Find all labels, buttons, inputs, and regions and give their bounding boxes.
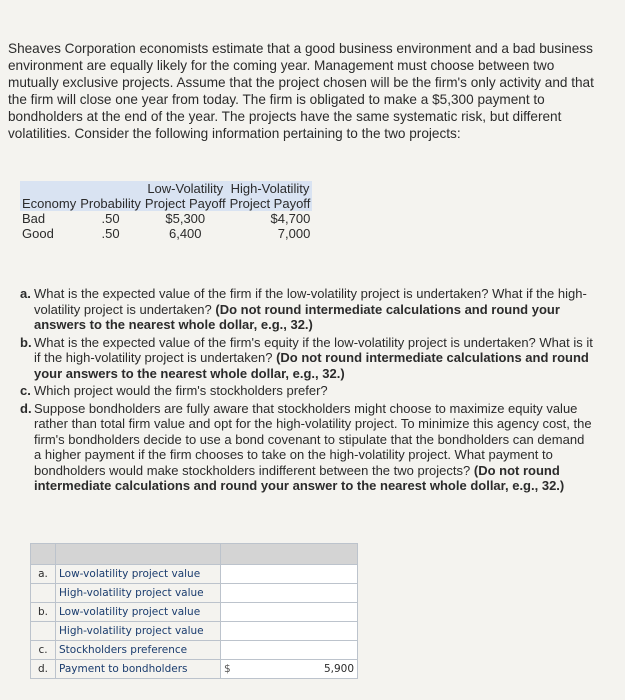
answer-select-preference[interactable]	[221, 641, 358, 660]
table-row: Good .50 6,400 7,000	[22, 226, 311, 241]
header-payoff-low: Project Payoff	[144, 196, 226, 211]
problem-intro: Sheaves Corporation economists estimate that a good business environment and a bad business environment are equally likely for the coming year. Management must choose between two mutually exclusive projects. Assume that the project chosen will be the firm's only activity and that the firm will close one year from today. The firm is obligated to make a $5,300 payment to bondholders at the end of the year. The projects have the same systematic risk, but different volatilities. Consider the following information pertaining to the two projects:	[8, 41, 594, 141]
answer-row: d. Payment to bondholders $ 5,900	[31, 660, 358, 679]
question-c: c. Which project would the firm's stockholders prefer?	[20, 383, 328, 398]
header-payoff-high: Project Payoff	[229, 196, 311, 211]
header-high-volatility: High-Volatility	[228, 181, 313, 196]
header-economy: Economy	[22, 196, 77, 211]
payoff-table	[20, 181, 312, 241]
answer-row: a. Low-volatility project value	[31, 565, 358, 584]
payoff-header-bottom	[20, 196, 312, 211]
question-list	[20, 286, 595, 496]
payoff-header-top	[20, 181, 312, 196]
answer-input-d-payment[interactable]: $ 5,900	[221, 660, 358, 679]
answer-table	[30, 543, 358, 679]
question-d: d. Suppose bondholders are fully aware that stockholders might choose to maximize equity value rather than total firm value and opt for the high-volatility project. To minimize this agency cost, the firm's bondholders decide to use a bond covenant to stipulate that the bondholders can demand a higher payment if the firm chooses to take on the high-volatility project. What payment to bondholders would make stockholders indifferent between the two projects? (Do not round intermediate calculations and round your answer to the nearest whole dollar, e.g., 32.)	[20, 400, 592, 493]
answer-header-row	[31, 544, 358, 565]
answer-input-a-high[interactable]	[221, 584, 358, 603]
question-a: a. What is the expected value of the firm if the low-volatility project is undertaken? What if the high-volatility project is undertaken? (Do not round intermediate calculations and round your answers to the nearest whole dollar, e.g., 32.)	[20, 286, 587, 332]
header-probability: Probability	[80, 196, 141, 211]
table-row: Bad .50 $5,300 $4,700	[22, 211, 311, 226]
answer-row: High-volatility project value	[31, 584, 358, 603]
answer-input-b-high[interactable]	[221, 622, 358, 641]
answer-input-a-low[interactable]	[221, 565, 358, 584]
header-low-volatility: Low-Volatility	[143, 181, 228, 196]
question-b: b. What is the expected value of the firm's equity if the low-volatility project is undertaken? What is it if the high-volatility project is undertaken? (Do not round intermediate calculations and round your answers to the nearest whole dollar, e.g., 32.)	[20, 334, 593, 381]
answer-input-b-low[interactable]	[221, 603, 358, 622]
answer-row: b. Low-volatility project value	[31, 603, 358, 622]
answer-row: High-volatility project value	[31, 622, 358, 641]
answer-row: c. Stockholders preference	[31, 641, 358, 660]
